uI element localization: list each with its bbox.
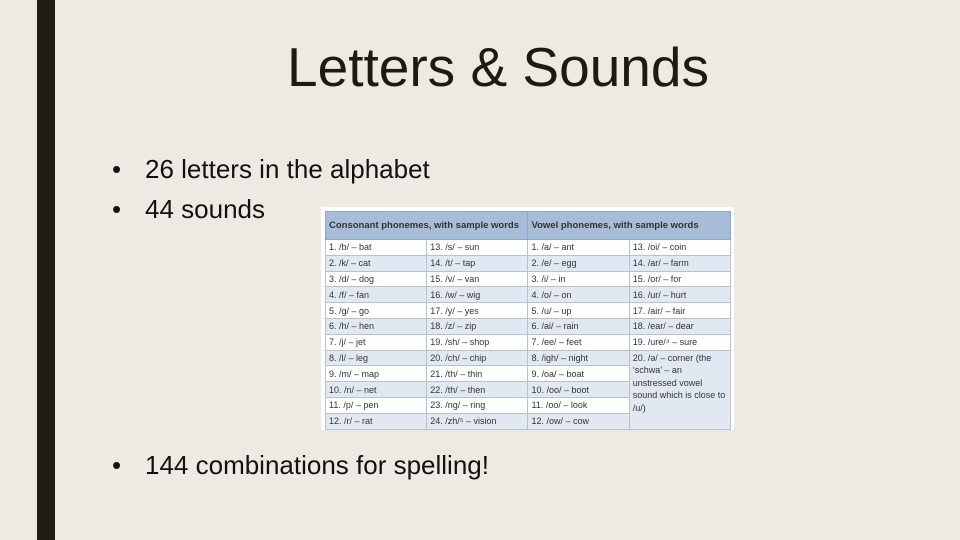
schwa-note-cell: 20. /ə/ – corner (the ‘schwa’ – an unstressed vowel sound which is close to /u/) bbox=[629, 350, 730, 429]
table-cell: 12. /r/ – rat bbox=[326, 413, 427, 429]
table-cell: 10. /n/ – net bbox=[326, 382, 427, 398]
table-cell: 6. /h/ – hen bbox=[326, 318, 427, 334]
table-cell: 18. /z/ – zip bbox=[427, 318, 528, 334]
table-cell: 13. /s/ – sun bbox=[427, 240, 528, 256]
bullet-marker: • bbox=[112, 450, 122, 480]
table-cell: 5. /u/ – up bbox=[528, 303, 629, 319]
table-cell: 2. /e/ – egg bbox=[528, 255, 629, 271]
table-cell: 22. /th/ – then bbox=[427, 382, 528, 398]
table-cell: 19. /sh/ – shop bbox=[427, 334, 528, 350]
table-cell: 15. /v/ – van bbox=[427, 271, 528, 287]
table-cell: 9. /oa/ – boat bbox=[528, 366, 629, 382]
bullet-marker: • bbox=[112, 194, 122, 224]
phoneme-table-image bbox=[321, 207, 734, 430]
table-cell: 11. /oo/ – look bbox=[528, 397, 629, 413]
table-cell: 13. /oi/ – coin bbox=[629, 240, 730, 256]
table-cell: 12. /ow/ – cow bbox=[528, 413, 629, 429]
table-row bbox=[326, 303, 731, 319]
table-cell: 7. /j/ – jet bbox=[326, 334, 427, 350]
table-cell: 3. /d/ – dog bbox=[326, 271, 427, 287]
table-row bbox=[326, 350, 731, 366]
table-row bbox=[326, 271, 731, 287]
consonant-header: Consonant phonemes, with sample words bbox=[326, 212, 528, 240]
table-cell: 16. /w/ – wig bbox=[427, 287, 528, 303]
table-row bbox=[326, 334, 731, 350]
table-cell: 11. /p/ – pen bbox=[326, 397, 427, 413]
table-cell: 5. /g/ – go bbox=[326, 303, 427, 319]
table-cell: 3. /i/ – in bbox=[528, 271, 629, 287]
bullet-item bbox=[112, 191, 265, 227]
table-cell: 17. /y/ – yes bbox=[427, 303, 528, 319]
table-cell: 10. /oo/ – boot bbox=[528, 382, 629, 398]
bullet-text: 44 sounds bbox=[145, 194, 265, 224]
phoneme-table bbox=[325, 211, 731, 430]
table-cell: 14. /t/ – tap bbox=[427, 255, 528, 271]
table-cell: 17. /air/ – fair bbox=[629, 303, 730, 319]
slide-title: Letters & Sounds bbox=[287, 36, 709, 98]
table-cell: 16. /ur/ – hurt bbox=[629, 287, 730, 303]
bullet-marker: • bbox=[112, 154, 122, 184]
table-row bbox=[326, 240, 731, 256]
table-cell: 4. /o/ – on bbox=[528, 287, 629, 303]
table-cell: 8. /l/ – leg bbox=[326, 350, 427, 366]
table-cell: 6. /ai/ – rain bbox=[528, 318, 629, 334]
table-row bbox=[326, 255, 731, 271]
table-cell: 1. /a/ – ant bbox=[528, 240, 629, 256]
table-cell: 8. /igh/ – night bbox=[528, 350, 629, 366]
bullet-item bbox=[112, 447, 489, 483]
table-cell: 2. /k/ – cat bbox=[326, 255, 427, 271]
table-cell: 20. /ch/ – chip bbox=[427, 350, 528, 366]
table-cell: 15. /or/ – for bbox=[629, 271, 730, 287]
table-cell: 1. /b/ – bat bbox=[326, 240, 427, 256]
bullet-item bbox=[112, 151, 430, 187]
table-cell: 18. /ear/ – dear bbox=[629, 318, 730, 334]
table-cell: 7. /ee/ – feet bbox=[528, 334, 629, 350]
table-cell: 23. /ng/ – ring bbox=[427, 397, 528, 413]
table-cell: 14. /ar/ – farm bbox=[629, 255, 730, 271]
table-cell: 21. /th/ – thin bbox=[427, 366, 528, 382]
table-cell: 4. /f/ – fan bbox=[326, 287, 427, 303]
bullet-text: 144 combinations for spelling! bbox=[145, 450, 489, 480]
table-cell: 19. /ure/⁴ – sure bbox=[629, 334, 730, 350]
table-row bbox=[326, 318, 731, 334]
table-row bbox=[326, 287, 731, 303]
bullet-text: 26 letters in the alphabet bbox=[145, 154, 430, 184]
vowel-header: Vowel phonemes, with sample words bbox=[528, 212, 731, 240]
table-cell: 9. /m/ – map bbox=[326, 366, 427, 382]
table-cell: 24. /zh/⁵ – vision bbox=[427, 413, 528, 429]
